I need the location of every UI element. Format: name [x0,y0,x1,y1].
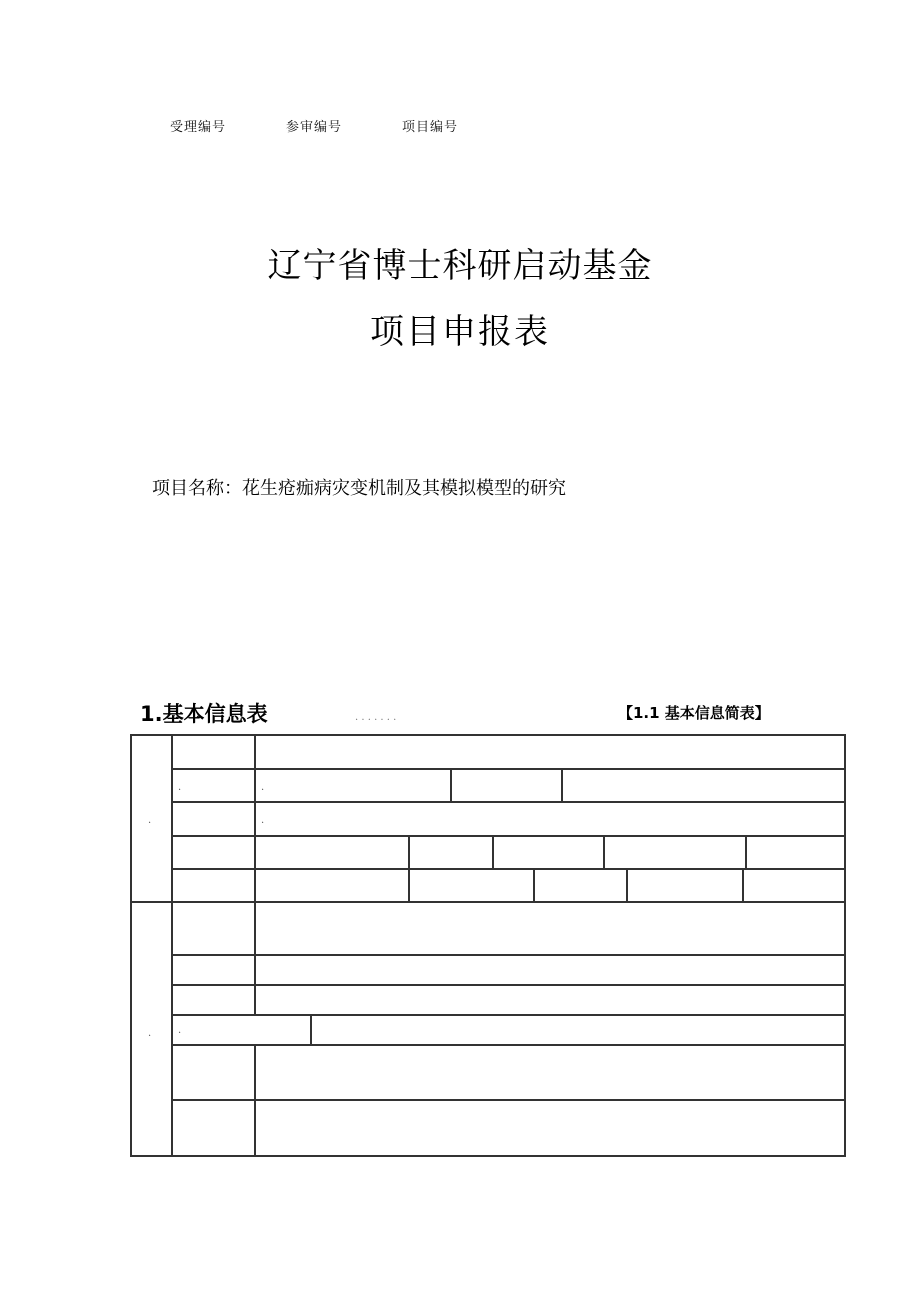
project-name-line: 项目名称：花生疮痂病灾变机制及其模拟模型的研究 [152,478,566,499]
table-col-line [171,734,173,1157]
table-row-line [171,984,846,986]
table-col-line [254,1044,256,1157]
project-number-label: 项目编号 [402,120,459,135]
cell-mark: . [148,1028,152,1039]
leader-dots: . . . . . . . [355,712,397,723]
table-col-line [254,734,256,1016]
review-number-label: 参审编号 [286,120,343,135]
table-cell-divider [533,868,535,903]
number-fields-row [0,116,920,136]
section-heading: 1.基本信息表 [140,702,268,726]
cell-mark: . [261,815,265,826]
table-border-bottom [130,1155,846,1157]
acceptance-number-label: 受理编号 [170,120,227,135]
table-row-line [171,801,846,803]
table-group-divider [130,901,846,903]
table-border-top [130,734,846,736]
table-row-line [171,1014,846,1016]
table-row-line [171,835,846,837]
document-subtitle: 项目申报表 [370,312,550,352]
document-title: 辽宁省博士科研启动基金 [267,246,653,286]
cell-mark: . [178,782,182,793]
table-cell-divider [603,835,605,870]
section-reference: 【1.1 基本信息简表】 [618,704,770,722]
cell-mark: . [261,782,265,793]
table-border-right [844,734,846,1157]
cell-mark: . [178,1025,182,1036]
table-cell-divider [626,868,628,903]
table-row-line [171,768,846,770]
table-row-line [171,1044,846,1046]
cell-mark: . [148,815,152,826]
table-cell-divider [408,835,410,870]
table-row-line [171,868,846,870]
table-cell-divider [310,1014,312,1046]
table-cell-divider [408,868,410,903]
table-cell-divider [745,835,747,870]
table-row-line [171,1099,846,1101]
table-border-left [130,734,132,1157]
table-row-line [171,954,846,956]
table-cell-divider [492,835,494,870]
table-cell-divider [450,768,452,803]
table-cell-divider [561,768,563,803]
table-cell-divider [742,868,744,903]
